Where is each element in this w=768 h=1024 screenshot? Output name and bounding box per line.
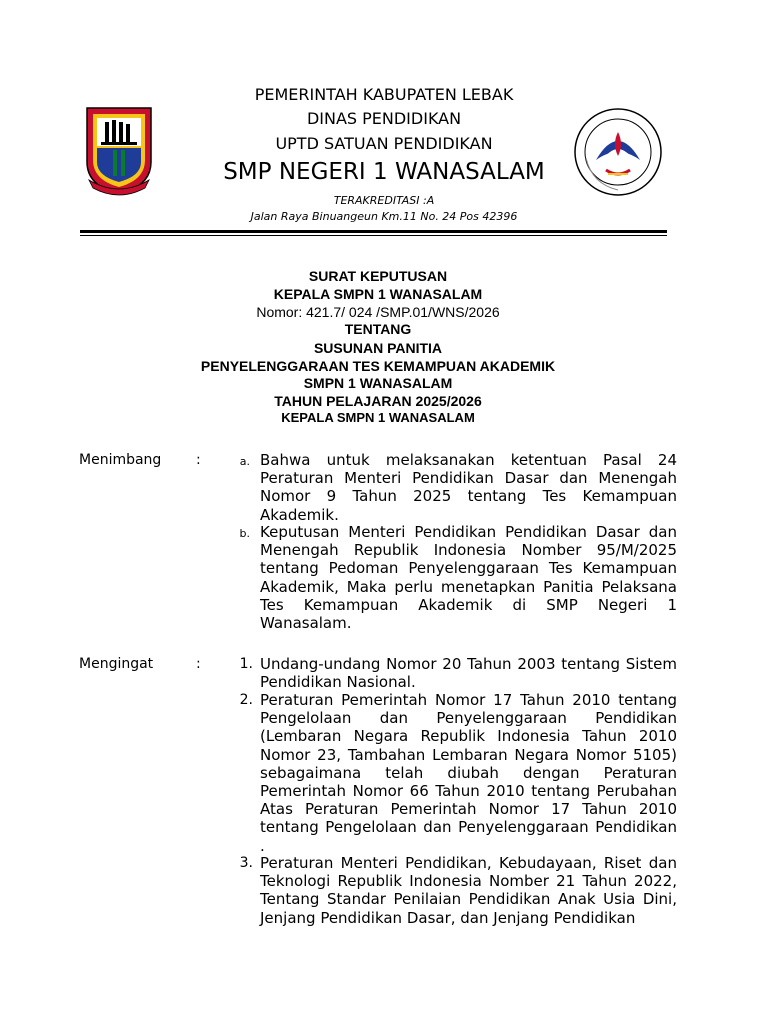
menimbang-item-b: Keputusan Menteri Pendidikan Pendidikan Dasar dan Menengah Republik Indonesia Nomber 95/M/2025 tentang Pedoman Penyelenggaraan Tes Kemampuan Akademik, Maka perlu menetapkan Panitia Pelaksana Tes Kemampuan Akademik di SMP Negeri 1 Wanasalam. <box>260 523 677 633</box>
decree-about-label: TENTANG <box>344 321 412 337</box>
letterhead-government: PEMERINTAH KABUPATEN LEBAK <box>254 85 514 104</box>
decree-subject-1: SUSUNAN PANITIA <box>313 340 443 356</box>
menimbang-item-a: Bahwa untuk melaksanakan ketentuan Pasal 24 Peraturan Menteri Pendidikan Dasar dan Menengah Nomor 9 Tahun 2025 tentang Tes Kemampuan Akademik. <box>260 451 677 524</box>
decree-subject-3: SMPN 1 WANASALAM <box>303 375 453 391</box>
letterhead-address: Jalan Raya Binuangeun Km.11 No. 24 Pos 42396 <box>250 210 518 223</box>
mengingat-item-2: Peraturan Pemerintah Nomor 17 Tahun 2010 tentang Pengelolaan dan Penyelenggaraan Pendidikan (Lembaran Negara Republik Indonesia Tahun 2010 Nomor 23, Tambahan Lembaran Negara Nomor 5105) sebagaimana telah diubah dengan Peraturan Pemerintah Nomor 66 Tahun 2010 tentang Perubahan Atas Peraturan Pemerintah Nomor 17 Tahun 2010 tentang Pengelolaan dan Penyelenggaraan Pendidikan . <box>260 691 677 855</box>
mengingat-colon: : <box>196 656 201 672</box>
mengingat-label: Mengingat <box>79 656 154 672</box>
letterhead-department: DINAS PENDIDIKAN <box>306 109 462 128</box>
menimbang-colon: : <box>196 452 201 468</box>
decree-issuer: KEPALA SMPN 1 WANASALAM <box>273 286 483 302</box>
mengingat-item-1: Undang-undang Nomor 20 Tahun 2003 tentang Sistem Pendidikan Nasional. <box>260 655 677 692</box>
decree-title: SURAT KEPUTUSAN <box>308 268 448 284</box>
letterhead-unit: UPTD SATUAN PENDIDIKAN <box>275 134 493 153</box>
menimbang-label: Menimbang <box>79 452 162 468</box>
letterhead-divider-thick <box>80 230 667 233</box>
letterhead-school-name: SMP NEGERI 1 WANASALAM <box>223 159 545 185</box>
mengingat-marker-2: 2. <box>239 692 253 708</box>
menimbang-marker-a: a. <box>239 455 250 468</box>
mengingat-marker-3: 3. <box>239 855 253 871</box>
mengingat-item-3: Peraturan Menteri Pendidikan, Kebudayaan, Riset dan Teknologi Republik Indonesia Nomber 21 Tahun 2022, Tentang Standar Penilaian Pendidikan Anak Usia Dini, Jenjang Pendidikan Dasar, dan Jenjang Pendidikan <box>260 854 677 927</box>
letterhead-accreditation: TERAKREDITASI :A <box>333 194 435 207</box>
decree-academic-year: TAHUN PELAJARAN 2025/2026 <box>274 393 482 409</box>
decree-signatory-heading: KEPALA SMPN 1 WANASALAM <box>281 410 475 425</box>
menimbang-marker-b: b. <box>239 527 250 540</box>
letterhead-divider-thin <box>80 235 667 236</box>
mengingat-marker-1: 1. <box>239 656 253 672</box>
decree-subject-2: PENYELENGGARAAN TES KEMAMPUAN AKADEMIK <box>200 358 556 374</box>
decree-number: Nomor: 421.7/ 024 /SMP.01/WNS/2026 <box>256 304 500 320</box>
